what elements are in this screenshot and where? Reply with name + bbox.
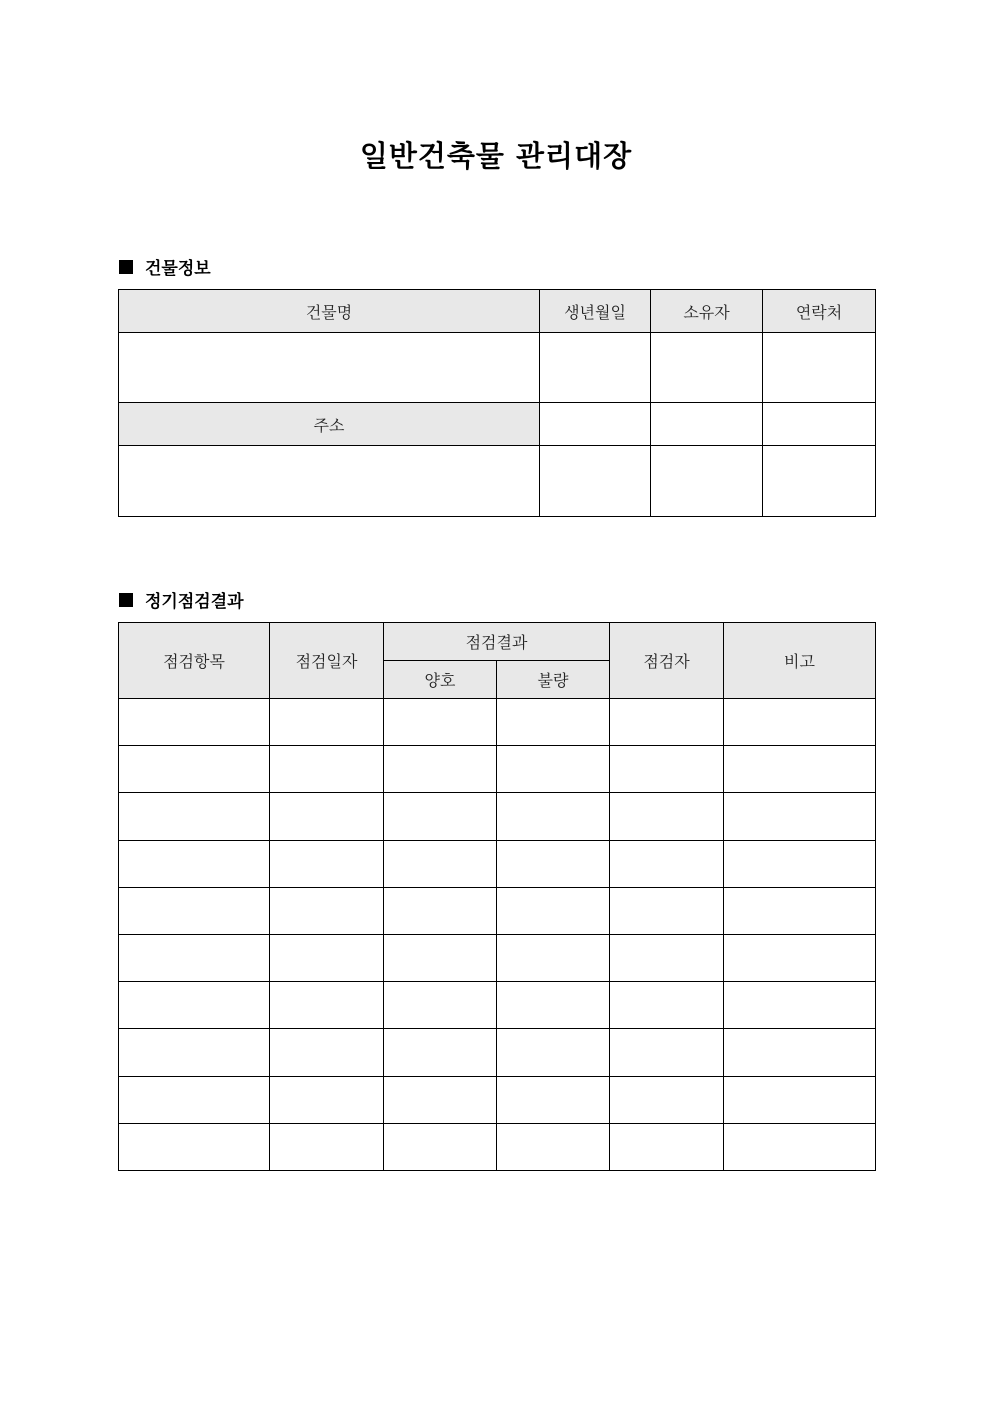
- header-remarks: 비고: [724, 623, 876, 699]
- inspection-date-cell[interactable]: [270, 699, 384, 746]
- inspector-cell[interactable]: [610, 1029, 724, 1076]
- contact-field[interactable]: [763, 333, 876, 403]
- row3-owner-field[interactable]: [651, 403, 763, 446]
- square-bullet-icon: [119, 593, 133, 607]
- row4-contact-field[interactable]: [763, 446, 876, 517]
- bad-cell[interactable]: [497, 840, 610, 887]
- inspection-table: [118, 622, 876, 1171]
- document-title: 일반건축물 관리대장: [359, 139, 633, 173]
- bad-cell[interactable]: [497, 1123, 610, 1170]
- inspector-cell[interactable]: [610, 1123, 724, 1170]
- good-cell[interactable]: [384, 1076, 497, 1123]
- inspection-item-cell[interactable]: [119, 982, 270, 1029]
- remarks-cell[interactable]: [724, 699, 876, 746]
- bad-cell[interactable]: [497, 793, 610, 840]
- remarks-cell[interactable]: [724, 1076, 876, 1123]
- bad-cell[interactable]: [497, 746, 610, 793]
- inspection-date-cell[interactable]: [270, 793, 384, 840]
- inspection-item-cell[interactable]: [119, 746, 270, 793]
- row3-birth-date-field[interactable]: [540, 403, 651, 446]
- bad-cell[interactable]: [497, 934, 610, 981]
- header-address: 주소: [119, 403, 540, 446]
- table-row: [119, 793, 876, 840]
- inspection-date-cell[interactable]: [270, 1076, 384, 1123]
- inspector-cell[interactable]: [610, 887, 724, 934]
- header-owner: 소유자: [651, 290, 763, 333]
- inspection-item-cell[interactable]: [119, 840, 270, 887]
- remarks-cell[interactable]: [724, 982, 876, 1029]
- good-cell[interactable]: [384, 793, 497, 840]
- owner-field[interactable]: [651, 333, 763, 403]
- building-name-field[interactable]: [119, 333, 540, 403]
- address-field[interactable]: [119, 446, 540, 517]
- inspector-cell[interactable]: [610, 746, 724, 793]
- remarks-cell[interactable]: [724, 746, 876, 793]
- table-row: [119, 699, 876, 746]
- bad-cell[interactable]: [497, 982, 610, 1029]
- remarks-cell[interactable]: [724, 1123, 876, 1170]
- header-birth-date: 생년월일: [540, 290, 651, 333]
- remarks-cell[interactable]: [724, 1029, 876, 1076]
- inspection-date-cell[interactable]: [270, 934, 384, 981]
- section-heading-label: 정기점검결과: [145, 592, 244, 612]
- bad-cell[interactable]: [497, 1076, 610, 1123]
- header-building-name: 건물명: [119, 290, 540, 333]
- bad-cell[interactable]: [497, 1029, 610, 1076]
- good-cell[interactable]: [384, 887, 497, 934]
- row4-birth-date-field[interactable]: [540, 446, 651, 517]
- inspector-cell[interactable]: [610, 840, 724, 887]
- inspection-date-cell[interactable]: [270, 1123, 384, 1170]
- inspector-cell[interactable]: [610, 699, 724, 746]
- good-cell[interactable]: [384, 982, 497, 1029]
- row4-owner-field[interactable]: [651, 446, 763, 517]
- table-row: [119, 746, 876, 793]
- inspection-item-cell[interactable]: [119, 1123, 270, 1170]
- inspector-cell[interactable]: [610, 934, 724, 981]
- remarks-cell[interactable]: [724, 887, 876, 934]
- address-header-row: [119, 403, 876, 446]
- header-inspector: 점검자: [610, 623, 724, 699]
- inspection-item-cell[interactable]: [119, 887, 270, 934]
- section-heading-building-info: [119, 254, 211, 279]
- good-cell[interactable]: [384, 746, 497, 793]
- remarks-cell[interactable]: [724, 793, 876, 840]
- good-cell[interactable]: [384, 1123, 497, 1170]
- table-row: [119, 934, 876, 981]
- inspection-item-cell[interactable]: [119, 934, 270, 981]
- header-contact: 연락처: [763, 290, 876, 333]
- inspection-date-cell[interactable]: [270, 1029, 384, 1076]
- address-value-row: [119, 446, 876, 517]
- header-good: 양호: [384, 661, 497, 699]
- building-info-value-row: [119, 333, 876, 403]
- inspection-header-row-1: [119, 623, 876, 661]
- good-cell[interactable]: [384, 934, 497, 981]
- table-row: [119, 840, 876, 887]
- inspection-item-cell[interactable]: [119, 1029, 270, 1076]
- inspection-date-cell[interactable]: [270, 982, 384, 1029]
- section-heading-label: 건물정보: [145, 259, 211, 279]
- remarks-cell[interactable]: [724, 934, 876, 981]
- inspection-date-cell[interactable]: [270, 746, 384, 793]
- header-inspection-result: 점검결과: [384, 623, 610, 661]
- inspector-cell[interactable]: [610, 793, 724, 840]
- square-bullet-icon: [119, 260, 133, 274]
- table-row: [119, 1076, 876, 1123]
- header-bad: 불량: [497, 661, 610, 699]
- row3-contact-field[interactable]: [763, 403, 876, 446]
- building-info-header-row: [119, 290, 876, 333]
- good-cell[interactable]: [384, 699, 497, 746]
- bad-cell[interactable]: [497, 887, 610, 934]
- inspector-cell[interactable]: [610, 982, 724, 1029]
- remarks-cell[interactable]: [724, 840, 876, 887]
- table-row: [119, 1123, 876, 1170]
- table-row: [119, 1029, 876, 1076]
- inspection-item-cell[interactable]: [119, 1076, 270, 1123]
- birth-date-field[interactable]: [540, 333, 651, 403]
- table-row: [119, 982, 876, 1029]
- inspection-date-cell[interactable]: [270, 840, 384, 887]
- inspection-item-cell[interactable]: [119, 699, 270, 746]
- inspector-cell[interactable]: [610, 1076, 724, 1123]
- bad-cell[interactable]: [497, 699, 610, 746]
- inspection-item-cell[interactable]: [119, 793, 270, 840]
- good-cell[interactable]: [384, 840, 497, 887]
- header-inspection-item: 점검항목: [119, 623, 270, 699]
- good-cell[interactable]: [384, 1029, 497, 1076]
- header-inspection-date: 점검일자: [270, 623, 384, 699]
- inspection-date-cell[interactable]: [270, 887, 384, 934]
- table-row: [119, 887, 876, 934]
- section-heading-inspection: [119, 587, 244, 612]
- building-info-table: [118, 289, 876, 517]
